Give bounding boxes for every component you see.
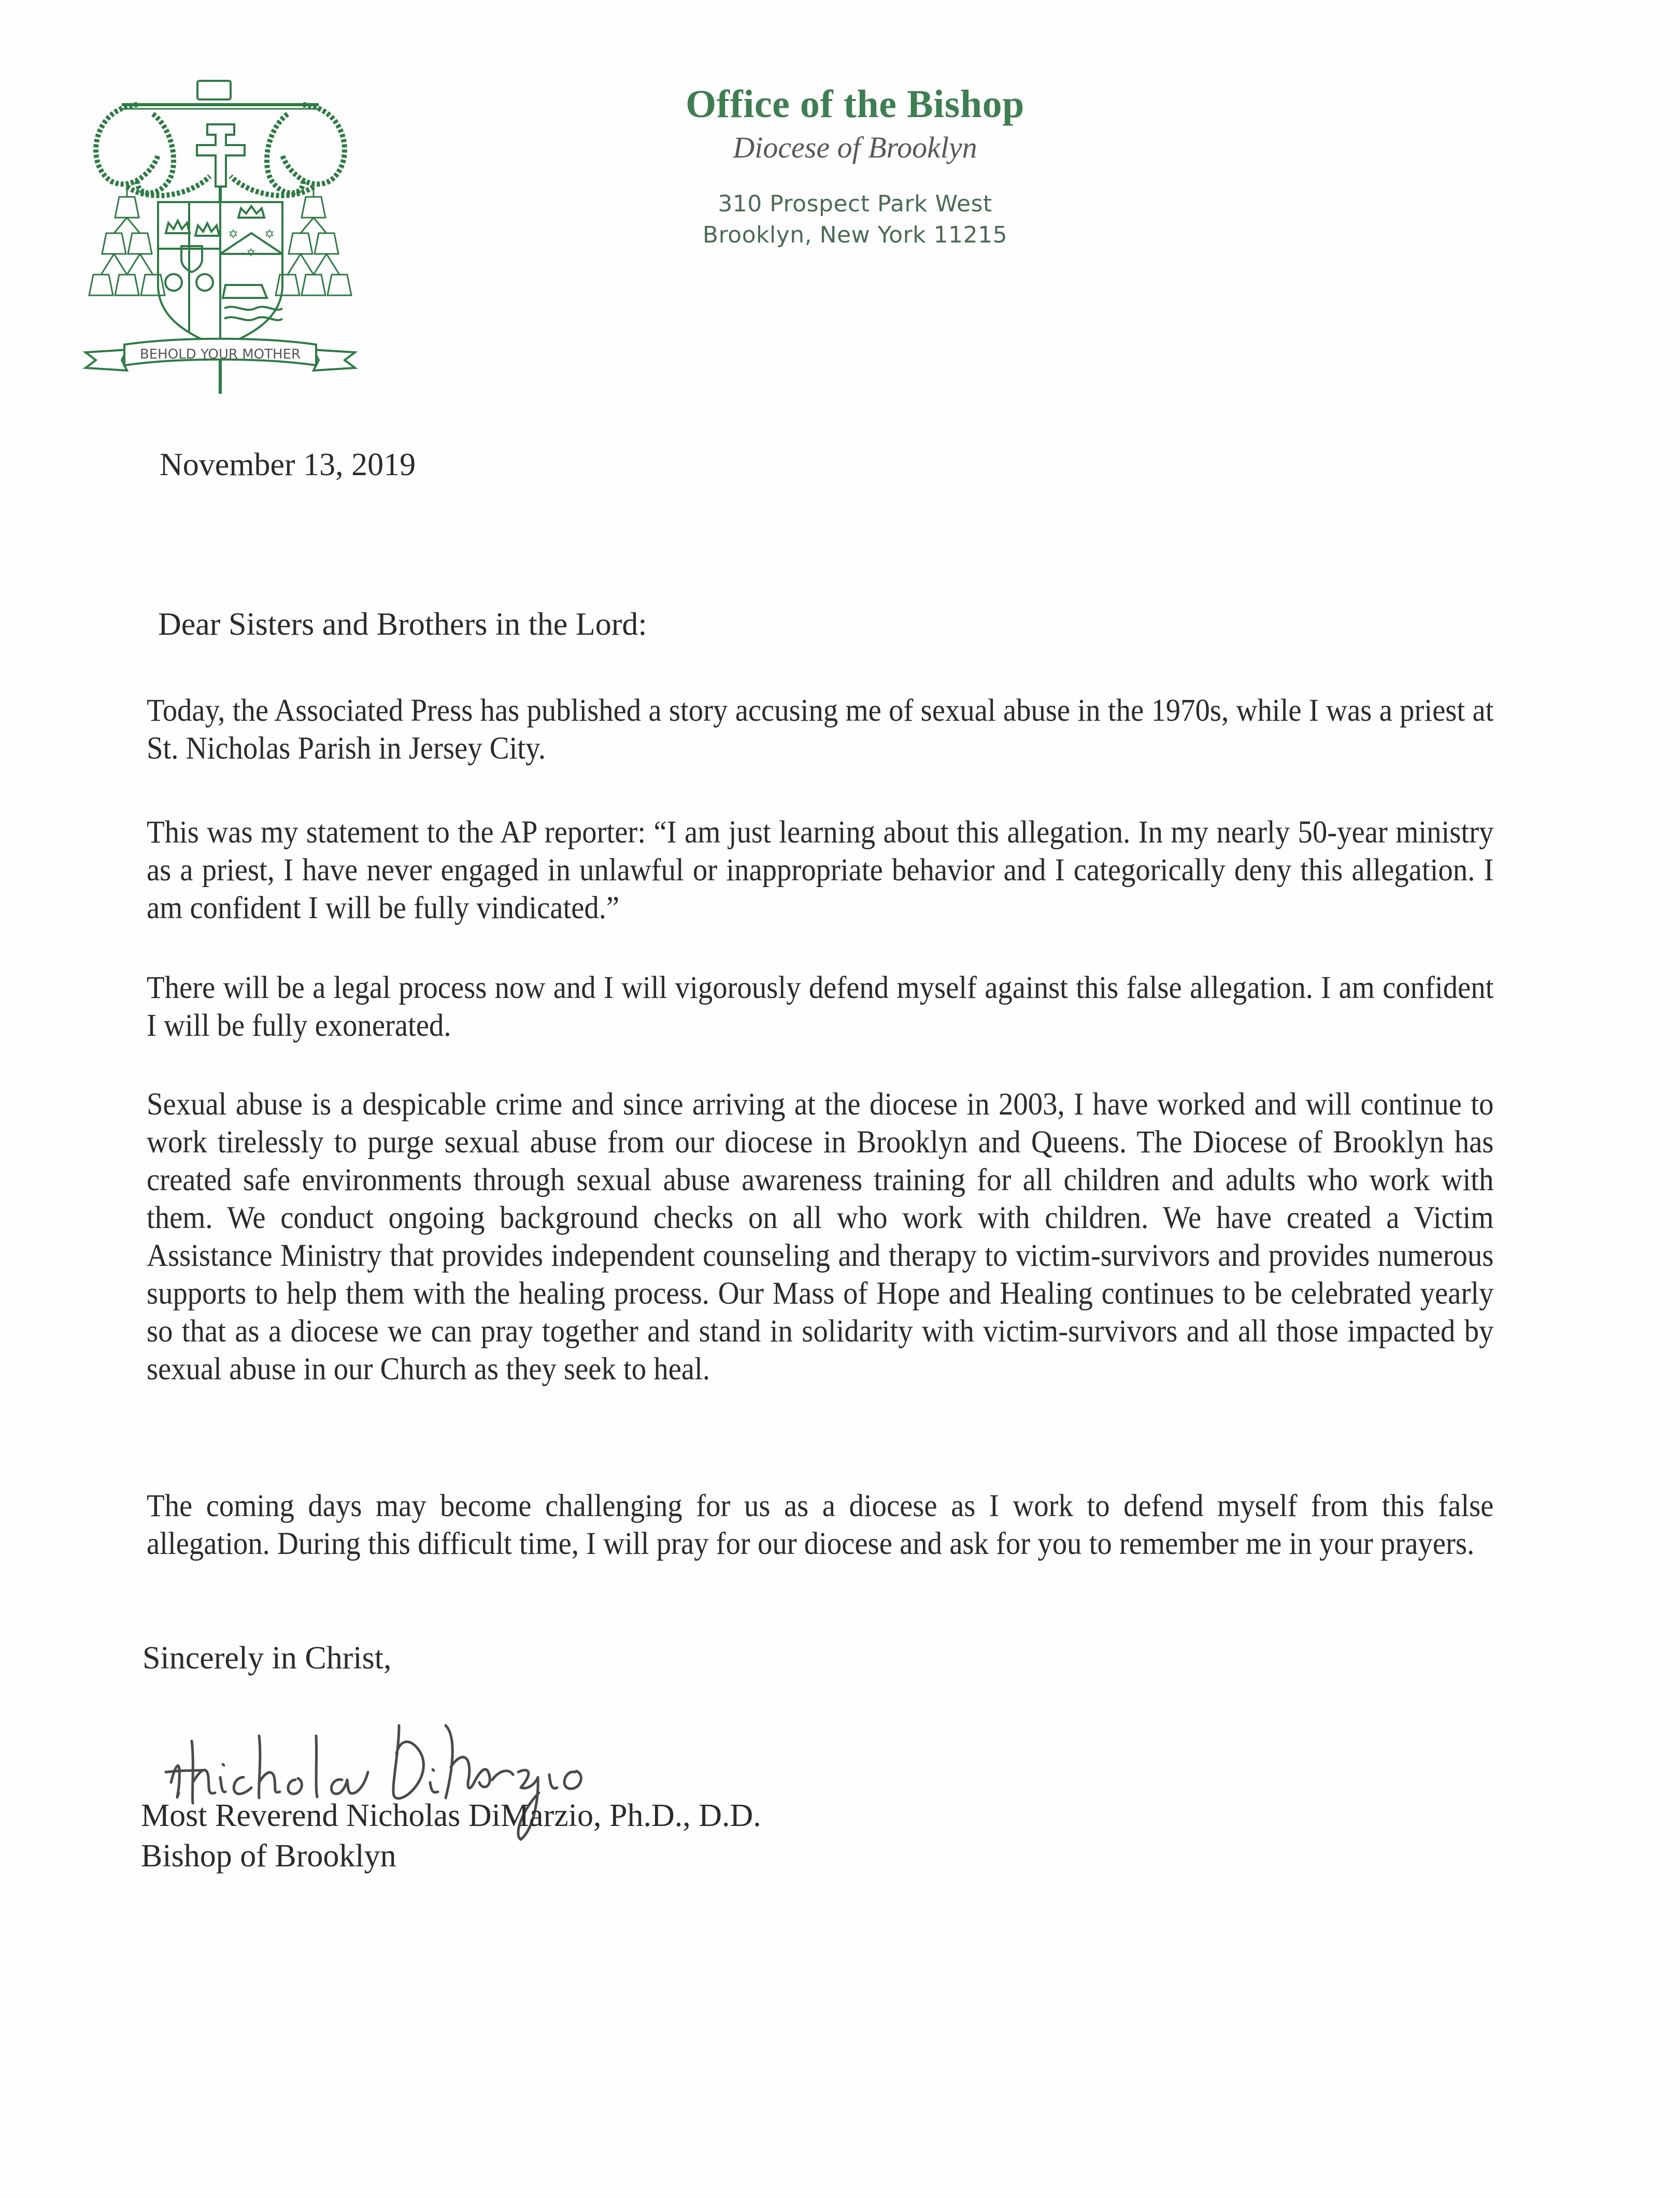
address-line-1: 310 Prospect Park West	[718, 191, 992, 218]
paragraph: Today, the Associated Press has published a story accusing me of sexual abuse in the 1970s, while I was a priest at St. Nicholas Parish in Jersey City.	[147, 693, 1494, 766]
closing: Sincerely in Christ,	[143, 1640, 392, 1676]
svg-text:✡: ✡	[264, 228, 275, 241]
svg-text:✡: ✡	[228, 228, 239, 241]
paragraph: There will be a legal process now and I will vigorously defend myself against this false allegation. I am confident I will be fully exonerated.	[147, 970, 1494, 1043]
letter-date: November 13, 2019	[160, 447, 416, 482]
address	[596, 189, 1114, 250]
paragraph: This was my statement to the AP reporter: “I am just learning about this allegation. In my nearly 50-year ministry as a priest, I have never engaged in unlawful or inappropriate behavior and I categorically deny this allegation. I am confident I will be fully vindicated.”	[147, 815, 1494, 925]
address-line-2: Brooklyn, New York 11215	[702, 221, 1008, 248]
signer-name: Most Reverend Nicholas DiMarzio, Ph.D., D.D.	[141, 1798, 761, 1833]
paragraph: The coming days may become challenging for us as a diocese as I work to defend myself from this false allegation. During this difficult time, I will pray for our diocese and ask for you to remember me in your prayers.	[147, 1489, 1494, 1561]
svg-text:BEHOLD YOUR MOTHER: BEHOLD YOUR MOTHER	[139, 347, 301, 362]
paragraph: Sexual abuse is a despicable crime and since arriving at the diocese in 2003, I have worked and will continue to work tirelessly to purge sexual abuse from our diocese in Brooklyn and Queens. The Diocese of Brooklyn has created safe environments through sexual abuse awareness training for all children and adults who work with them. We conduct ongoing background checks on all who work with children. We have created a Victim Assistance Ministry that provides independent counseling and therapy to victim-survivors and provides numerous supports to help them with the healing process. Our Mass of Hope and Healing continues to be celebrated yearly so that as a diocese we can pray together and stand in solidarity with victim-survivors and all those impacted by sexual abuse in our Church as they seek to heal.	[147, 1087, 1494, 1387]
office-title: Office of the Bishop	[686, 82, 1024, 126]
signer-block	[141, 1795, 761, 1876]
signer-title: Bishop of Brooklyn	[141, 1838, 396, 1874]
diocese-name: Diocese of Brooklyn	[733, 130, 977, 164]
svg-text:✡: ✡	[246, 246, 256, 259]
letterhead	[596, 83, 1114, 250]
coat-of-arms-icon	[75, 62, 365, 399]
salutation: Dear Sisters and Brothers in the Lord:	[158, 607, 647, 642]
